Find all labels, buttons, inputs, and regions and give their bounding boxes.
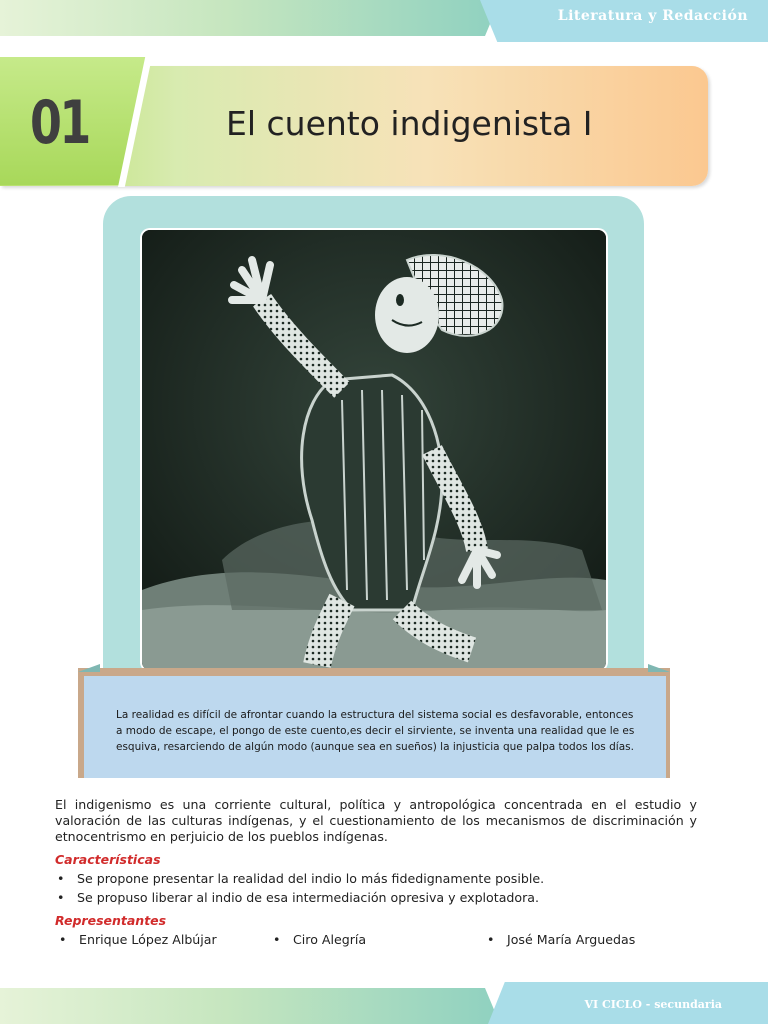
footer-band — [0, 988, 500, 1024]
header-band — [0, 0, 500, 36]
list-item: • Enrique López Albújar — [55, 932, 217, 948]
footer-label: VI CICLO - secundaria — [584, 998, 722, 1011]
characteristics-heading: Características — [55, 852, 161, 867]
representatives-heading: Representantes — [55, 913, 167, 928]
list-item: • Se propone presentar la realidad del indio lo más fidedignamente posible. — [55, 871, 697, 887]
characteristics-list — [55, 871, 697, 906]
representatives-list — [55, 932, 697, 950]
body-text — [55, 797, 697, 950]
list-item: • José María Arguedas — [483, 932, 635, 948]
page-title: El cuento indigenista I — [226, 104, 593, 143]
intro-paragraph: El indigenismo es una corriente cultural, política y antropológica concentrada en el estudio y valoración de las culturas indígenas, y el cuestionamiento de los mecanismos de discriminación y etnocentrismo en perjuicio de los pueblos indígenas. — [55, 797, 697, 844]
image-caption: La realidad es difícil de afrontar cuando la estructura del sistema social es desfavorable, entonces a modo de escape, el pongo de este cuento,es decir el sirviente, se inventa una realidad que le es esquiva, resarciendo de algún modo (aunque sea en sueños) la injusticia que palpa todos los días. — [84, 676, 666, 778]
puppet-illustration — [142, 230, 606, 670]
unit-number: 01 — [30, 88, 89, 158]
list-item: • Se propuso liberar al indio de esa intermediación opresiva y explotadora. — [55, 890, 697, 906]
subject-label: Literatura y Redacción — [557, 8, 748, 24]
list-item: • Ciro Alegría — [269, 932, 366, 948]
